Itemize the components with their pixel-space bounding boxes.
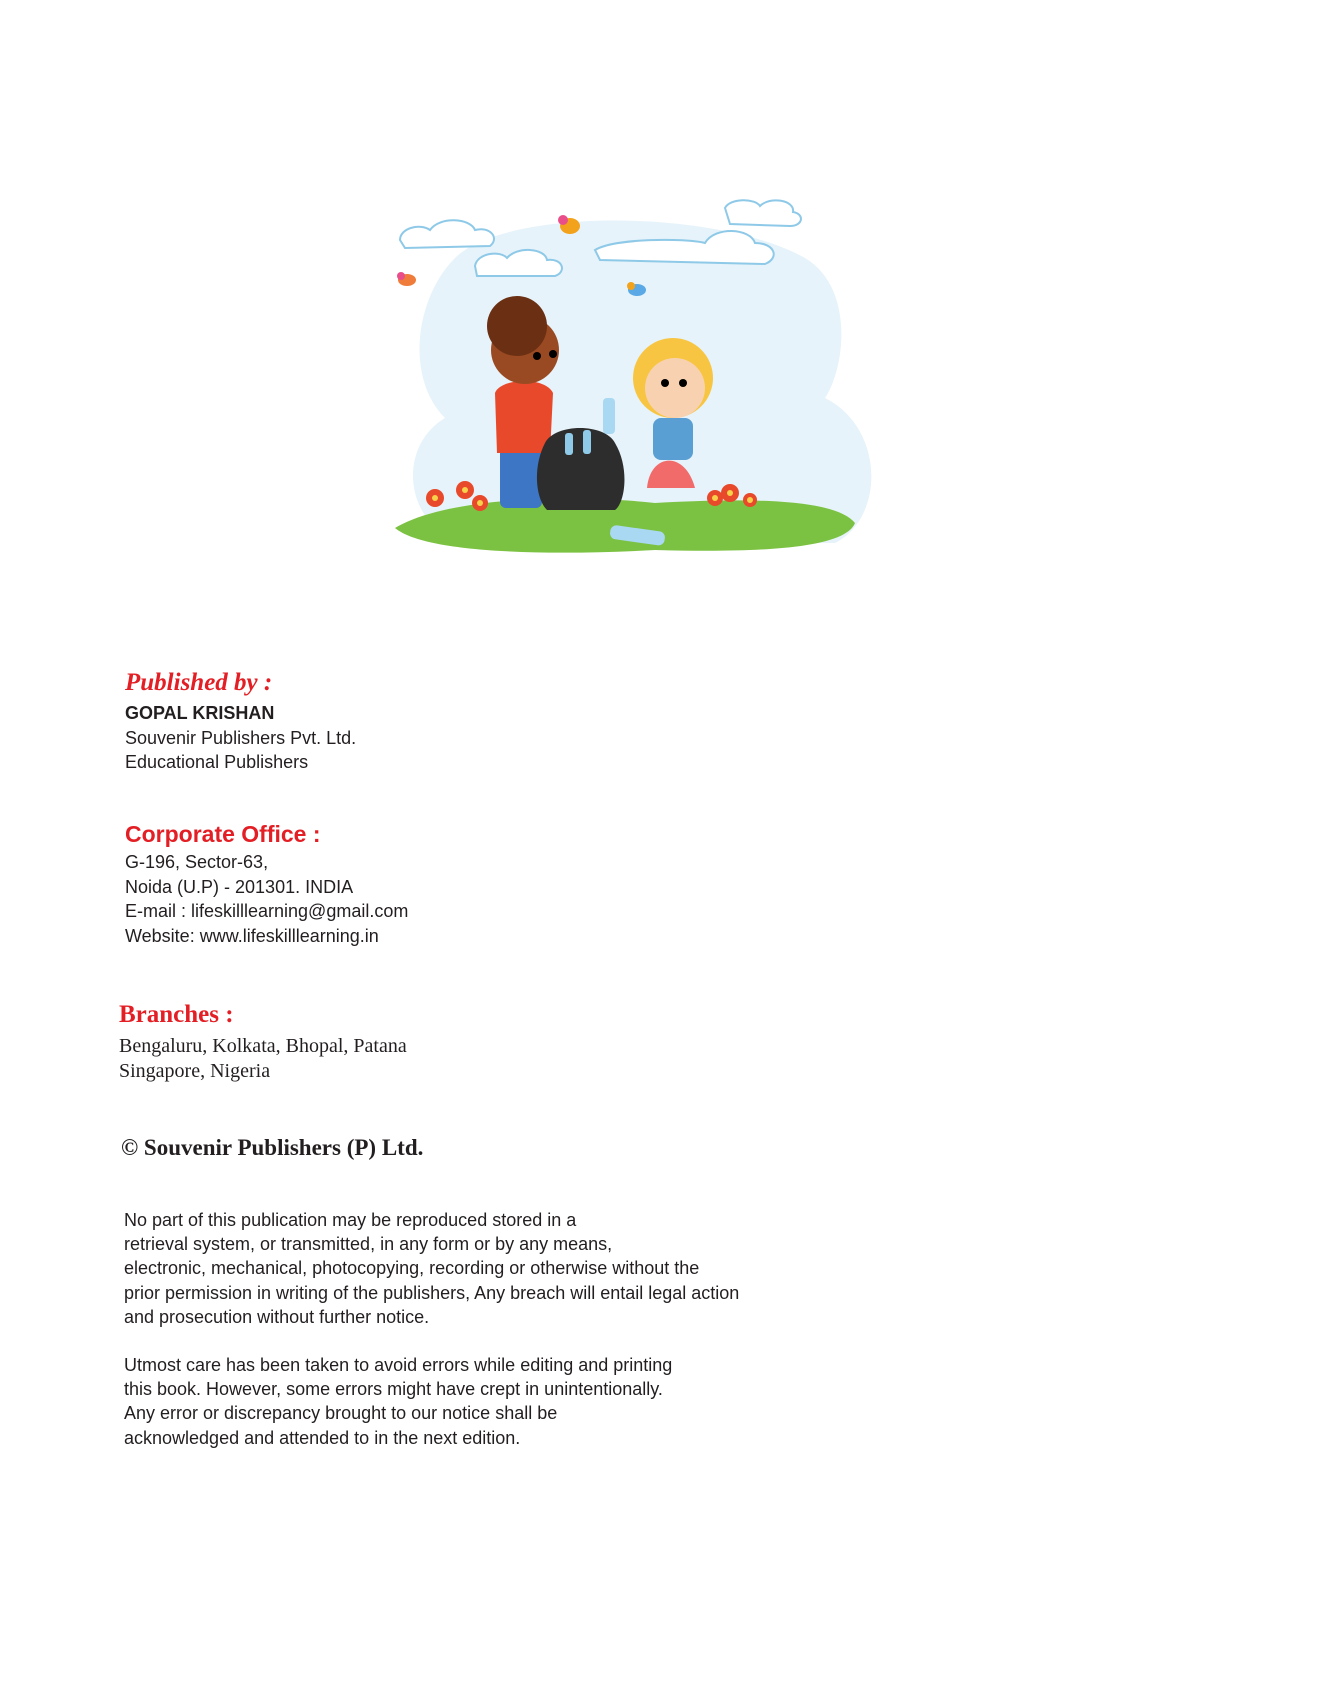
- copyright-text: © Souvenir Publishers (P) Ltd.: [121, 1135, 424, 1160]
- notice-p1-line-3: electronic, mechanical, photocopying, recording or otherwise without the: [124, 1258, 700, 1279]
- publisher-type: Educational Publishers: [125, 752, 309, 772]
- publisher-name: GOPAL KRISHAN: [125, 703, 275, 723]
- branches-line-1: Bengaluru, Kolkata, Bhopal, Patana: [119, 1035, 407, 1057]
- published-by-section: [125, 668, 356, 775]
- office-address-line-1: G-196, Sector-63,: [125, 852, 269, 872]
- published-by-heading: Published by :: [125, 669, 273, 696]
- office-website: Website: www.lifeskilllearning.in: [125, 925, 379, 946]
- notice-p2-line-1: Utmost care has been taken to avoid errors while editing and printing: [124, 1355, 673, 1376]
- notice-p1-line-1: No part of this publication may be reproduced stored in a: [124, 1210, 577, 1230]
- notice-p2-line-2: this book. However, some errors might have crept in unintentionally.: [124, 1379, 663, 1400]
- notice-p2-line-4: acknowledged and attended to in the next edition.: [124, 1427, 521, 1448]
- copyright-section: [121, 1135, 423, 1161]
- corporate-office-section: [125, 820, 408, 948]
- publisher-company: Souvenir Publishers Pvt. Ltd.: [125, 727, 357, 748]
- office-address-line-2: Noida (U.P) - 201301. INDIA: [125, 876, 354, 897]
- branches-section: [119, 1000, 407, 1083]
- notice-p1-line-2: retrieval system, or transmitted, in any form or by any means,: [124, 1234, 613, 1255]
- notice-p1-line-5: and prosecution without further notice.: [124, 1306, 430, 1327]
- notice-p2-line-3: Any error or discrepancy brought to our notice shall be: [124, 1403, 558, 1424]
- corporate-office-heading: Corporate Office :: [125, 821, 321, 847]
- branches-heading: Branches :: [119, 1001, 234, 1028]
- notice-p1-line-4: prior permission in writing of the publishers, Any breach will entail legal action: [124, 1282, 740, 1303]
- kids-recycling-illustration: [385, 198, 925, 608]
- office-email: E-mail : lifeskilllearning@gmail.com: [125, 901, 409, 921]
- branches-line-2: Singapore, Nigeria: [119, 1059, 271, 1082]
- notice-section: [124, 1208, 739, 1450]
